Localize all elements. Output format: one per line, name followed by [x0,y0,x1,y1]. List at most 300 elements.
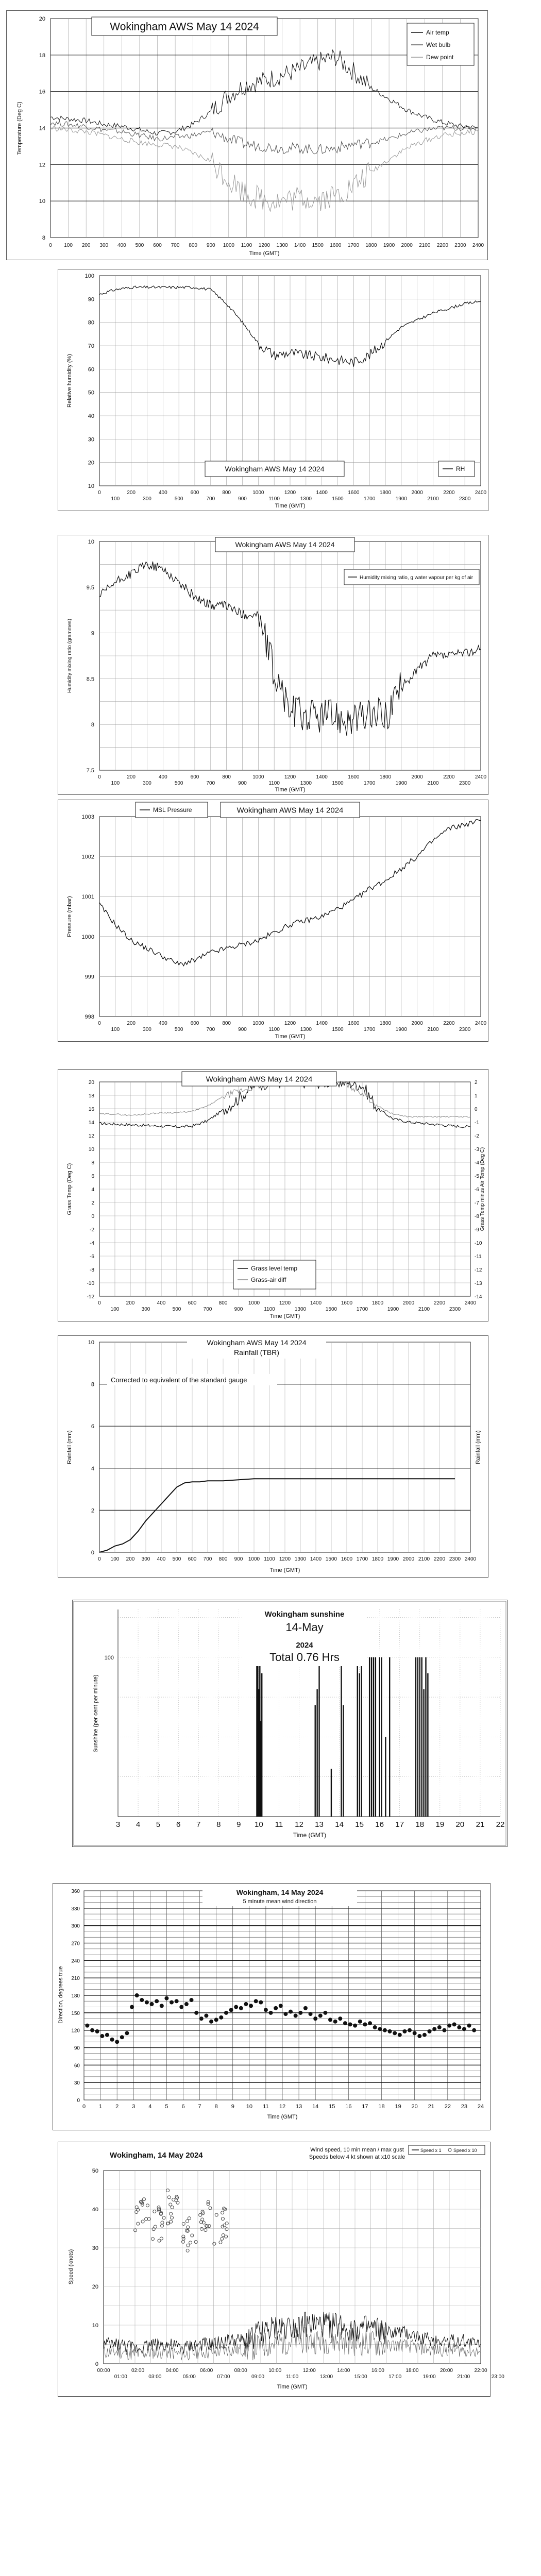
x-tick-label: 5 [156,1820,161,1829]
x-tick-label: 400 [157,1556,166,1562]
chart-subtitle: Wind speed, 10 min mean / max gust [310,2147,404,2153]
wind-direction-point [140,1998,144,2002]
wind-direction-point [229,2008,233,2012]
temperature-chart [7,11,487,260]
y-tick-label: -5 [475,1174,479,1179]
wind-direction-point [155,1999,159,2003]
x-tick-label: 600 [188,1556,197,1562]
x-tick-label: 17:00 [388,2374,402,2380]
wind-direction-point [184,2002,189,2006]
y-tick-label: 2 [475,1080,478,1086]
x-tick-label: 10 [255,1820,263,1829]
x-tick-label: 2300 [459,1027,471,1032]
y-tick-label: 1003 [81,814,94,820]
wind-direction-point [452,2022,457,2026]
wind-direction-point [358,2020,362,2024]
wind-direction-point [413,2031,417,2035]
x-tick-label: 12:00 [302,2368,316,2374]
wind-direction-point [388,2029,392,2033]
x-axis-label: Time (GMT) [275,787,306,793]
y-tick-label: 4 [91,1465,94,1472]
wind-direction-chart-panel [53,1883,491,2130]
x-tick-label: 1000 [252,490,264,496]
y-axis-label: Rainfall (mm) [66,1430,73,1464]
wind-direction-point [398,2033,402,2037]
x-tick-label: 23:00 [491,2374,504,2380]
x-tick-label: 2400 [472,243,484,248]
wind-direction-point [383,2028,387,2032]
y-tick-label: 1 [475,1093,478,1099]
mixing-ratio-chart-panel [58,535,488,795]
wind-direction-point [209,2020,213,2024]
wind-direction-point [90,2028,94,2032]
wind-direction-point [249,2004,253,2008]
speed-x10-point [204,2228,207,2231]
x-tick-label: 1600 [348,1021,360,1026]
speed-x10-point [221,2237,224,2240]
x-tick-label: 1400 [316,490,328,496]
wind-direction-point [442,2028,446,2032]
y-axis-label: Direction, degrees true [58,1966,64,2024]
x-tick-label: 09:00 [251,2374,264,2380]
wind-direction-point [279,2004,283,2008]
speed-x10-point [176,2201,179,2204]
speed-x10-point [215,2213,218,2216]
legend-label: Speed x 10 [453,2148,477,2153]
y-tick-label: -4 [90,1241,94,1246]
y-tick-label: -9 [475,1227,479,1233]
speed-x10-point [170,2212,173,2215]
y-tick-label: 50 [92,2168,98,2174]
y-axis-label: Grass Temp minus Air Temp (Deg C) [480,1147,485,1231]
y-tick-label: 16 [88,1107,94,1112]
x-axis-label: Time (GMT) [275,1033,306,1040]
x-tick-label: 1100 [241,243,252,248]
x-tick-label: 8 [216,1820,221,1829]
wind-direction-point [298,2011,302,2015]
x-tick-label: 11 [275,1820,283,1829]
x-tick-label: 03:00 [148,2374,162,2380]
speed-x10-point [151,2238,154,2241]
wind-direction-point [125,2031,129,2035]
x-tick-label: 4 [136,1820,141,1829]
speed-x10-point [221,2217,224,2221]
y-tick-label: 100 [104,1654,114,1661]
y-tick-label: 70 [88,343,94,349]
x-tick-label: 1300 [276,243,288,248]
x-tick-label: 1800 [379,490,392,496]
x-tick-label: 00:00 [97,2368,110,2374]
wind-direction-point [428,2029,432,2033]
x-tick-label: 700 [206,496,215,502]
grass-chart [58,1070,488,1321]
x-tick-label: 300 [143,1027,151,1032]
speed-x10-point [158,2239,161,2242]
y-tick-label: -3 [475,1147,479,1153]
y-tick-label: 12 [88,1133,94,1139]
wind-speed-chart-panel [58,2142,504,2397]
x-tick-label: 1000 [223,243,234,248]
wind-direction-point [363,2022,367,2026]
x-axis-label: Time (GMT) [277,2384,308,2390]
x-tick-label: 100 [111,1027,120,1032]
x-tick-label: 800 [222,1021,231,1026]
y-tick-label: 16 [39,89,45,95]
x-tick-label: 1400 [310,1556,322,1562]
x-tick-label: 1900 [383,243,395,248]
x-tick-label: 0 [98,774,101,780]
x-tick-label: 900 [234,1307,243,1312]
x-tick-label: 22 [444,2104,451,2110]
x-tick-label: 16:00 [371,2368,384,2374]
wind-direction-point [373,2025,377,2029]
x-tick-label: 1300 [294,1307,307,1312]
x-tick-label: 1400 [316,774,328,780]
x-tick-label: 1800 [379,774,392,780]
chart-annotation: Corrected to equivalent of the standard gauge [111,1376,247,1384]
x-tick-label: 1100 [268,496,280,502]
speed-x10-point [213,2242,216,2245]
x-tick-label: 1100 [268,781,280,786]
x-tick-label: 800 [218,1300,228,1306]
legend-label: Dew point [426,54,454,61]
wind-direction-point [130,2005,134,2009]
y-tick-label: 90 [88,296,94,303]
x-tick-label: 1500 [332,496,344,502]
x-tick-label: 1200 [258,243,270,248]
x-tick-label: 200 [127,1021,136,1026]
x-tick-label: 1700 [364,496,376,502]
x-tick-label: 300 [143,781,151,786]
y-tick-label: 2 [91,1507,94,1514]
x-tick-label: 1500 [312,243,324,248]
x-axis-label: Time (GMT) [249,250,280,257]
x-tick-label: 0 [49,243,52,248]
chart-subtitle-2: Speeds below 4 kt shown at x10 scale [309,2154,405,2160]
x-tick-label: 16 [345,2104,352,2110]
x-tick-label: 04:00 [165,2368,179,2374]
x-tick-label: 200 [127,490,136,496]
y-tick-label: 360 [71,1889,80,1894]
x-tick-label: 400 [157,1300,166,1306]
speed-x10-point [194,2241,197,2244]
chart-title: Wokingham AWS May 14 2024 [225,464,325,473]
speed-x10-point [167,2196,171,2199]
x-tick-label: 100 [110,1556,120,1562]
x-axis-label: Time (GMT) [269,1567,300,1573]
y-tick-label: 12 [39,162,45,168]
x-tick-label: 8 [214,2104,218,2110]
x-tick-label: 15:00 [354,2374,367,2380]
wind-direction-point [254,1999,258,2003]
x-tick-label: 100 [64,243,73,248]
x-tick-label: 1500 [332,1027,344,1032]
x-tick-label: 2200 [443,1021,455,1026]
speed-x10-point [172,2198,175,2201]
legend-label: Humidity mixing ratio, g water vapour per kg of air [360,575,474,581]
speed-x10-point [134,2229,137,2232]
x-tick-label: 2000 [411,774,423,780]
chart-subtitle: Rainfall (TBR) [234,1348,279,1357]
x-tick-label: 10 [246,2104,252,2110]
x-tick-label: 2000 [411,490,423,496]
x-tick-label: 20 [411,2104,418,2110]
x-tick-label: 2400 [464,1300,477,1306]
x-tick-label: 1800 [371,1300,384,1306]
grass-chart-panel [58,1069,488,1321]
y-tick-label: 1001 [81,894,94,901]
wind-direction-point [417,2034,421,2038]
wind-direction-point [170,2001,174,2005]
x-tick-label: 1500 [325,1307,337,1312]
x-tick-label: 18 [378,2104,385,2110]
x-tick-label: 02:00 [131,2368,145,2374]
x-tick-label: 1300 [300,1027,312,1032]
x-tick-label: 900 [238,496,247,502]
wind-direction-point [348,2022,352,2026]
wind-direction-point [179,2005,183,2009]
legend-label: Speed x 1 [420,2148,442,2153]
y-tick-label: 4 [91,1187,94,1193]
x-tick-label: 22 [496,1820,505,1829]
y-tick-label: 8 [91,1160,94,1166]
y-axis-label: Rainfall (mm) [475,1430,481,1464]
wind-direction-point [309,2012,313,2016]
speed-x10-point [154,2225,157,2228]
x-tick-label: 2100 [419,243,431,248]
y-tick-label: -14 [475,1294,482,1300]
wind-direction-point [378,2027,382,2031]
wind-direction-point [214,2018,218,2022]
x-tick-label: 1400 [294,243,306,248]
x-tick-label: 15 [355,1820,364,1829]
x-tick-label: 400 [158,490,167,496]
x-tick-label: 6 [176,1820,181,1829]
x-tick-label: 19 [435,1820,445,1829]
pressure-chart-panel [58,800,488,1042]
y-tick-label: 270 [71,1941,80,1947]
x-tick-label: 500 [174,1027,183,1032]
x-tick-label: 1200 [284,490,296,496]
wind-direction-point [353,2024,357,2028]
speed-x10-point [191,2234,194,2237]
wind-direction-point [239,2006,243,2010]
x-tick-label: 16 [375,1820,384,1829]
x-tick-label: 12 [295,1820,303,1829]
x-tick-label: 600 [153,243,162,248]
speed-x10-point [169,2203,172,2206]
x-tick-label: 1000 [252,1021,264,1026]
wind-direction-point [135,1993,139,1997]
y-tick-label: 18 [39,52,45,59]
x-tick-label: 19 [395,2104,401,2110]
x-tick-label: 900 [238,781,247,786]
x-tick-label: 2400 [464,1556,477,1562]
x-axis-label: Time (GMT) [267,2114,298,2120]
x-tick-label: 1600 [348,490,360,496]
x-tick-label: 1900 [395,496,407,502]
speed-x10-point [137,2208,140,2211]
x-tick-label: 2000 [402,1556,415,1562]
x-tick-label: 1500 [325,1556,337,1562]
x-tick-label: 200 [126,1300,135,1306]
wind-direction-point [219,2015,223,2020]
x-tick-label: 800 [222,490,231,496]
wind-direction-point [145,2001,149,2005]
y-tick-label: 18 [88,1093,94,1099]
x-tick-label: 200 [126,1556,135,1562]
speed-x10-point [221,2211,224,2214]
y-tick-label: -2 [475,1133,479,1139]
speed-x10-point [187,2226,190,2229]
x-tick-label: 300 [141,1307,150,1312]
x-tick-label: 1600 [330,243,342,248]
y-axis-label: Humidity mixing ratio (grammes) [67,619,73,693]
legend-label: Air temp [426,29,449,36]
y-tick-label: 10 [88,483,94,489]
y-tick-label: 20 [88,1080,94,1086]
x-tick-label: 1400 [310,1300,322,1306]
chart-date: 14-May [285,1621,324,1634]
speed-x10-point [166,2189,170,2192]
x-tick-label: 10:00 [268,2368,282,2374]
x-tick-label: 800 [222,774,231,780]
pressure-chart [58,800,488,1041]
x-tick-label: 1000 [248,1300,260,1306]
speed-x10-point [142,2198,145,2201]
wind-direction-point [472,2028,476,2032]
y-tick-label: 1000 [81,934,94,940]
x-tick-label: 21 [428,2104,434,2110]
x-tick-label: 9 [231,2104,234,2110]
x-tick-label: 15 [329,2104,335,2110]
x-tick-label: 700 [203,1556,212,1562]
series-line-rainfall [99,1479,455,1552]
x-tick-label: 1800 [371,1556,384,1562]
y-tick-label: -12 [475,1267,482,1273]
speed-x10-point [170,2220,173,2223]
x-tick-label: 14 [312,2104,319,2110]
wind-direction-point [294,2013,298,2018]
y-axis-label: Temperature (Deg C) [16,101,23,155]
x-tick-label: 12 [279,2104,286,2110]
legend-label: MSL Pressure [153,806,192,814]
wind-direction-point [402,2029,407,2033]
speed-x10-point [135,2211,138,2214]
x-tick-label: 400 [117,243,126,248]
legend-label: Grass level temp [251,1265,298,1272]
speed-x10-point [182,2237,185,2240]
y-tick-label: 2 [91,1200,94,1206]
legend-label: Grass-air diff [251,1276,286,1283]
x-tick-label: 1700 [356,1556,368,1562]
y-tick-label: 240 [71,1958,80,1964]
y-tick-label: 8 [91,722,94,728]
speed-x10-point [162,2216,165,2219]
y-tick-label: 90 [74,2045,80,2052]
speed-x10-point [141,2220,144,2223]
chart-title: Wokingham, 14 May 2024 [110,2151,203,2160]
x-tick-label: 2200 [433,1300,446,1306]
temperature-chart-panel [6,10,488,260]
x-tick-label: 900 [206,243,215,248]
x-tick-label: 19:00 [422,2374,436,2380]
wind-direction-point [432,2027,436,2031]
x-tick-label: 9 [236,1820,241,1829]
x-tick-label: 800 [218,1556,228,1562]
rainfall-chart-panel [58,1335,488,1578]
x-tick-label: 07:00 [217,2374,230,2380]
wind-direction-point [313,2016,317,2021]
x-tick-label: 0 [82,2104,86,2110]
x-tick-label: 1300 [300,496,312,502]
x-tick-label: 1200 [284,774,296,780]
y-axis-label: Sunshine (per cent per minute) [93,1674,99,1753]
x-tick-label: 100 [111,496,120,502]
x-tick-label: 20 [455,1820,465,1829]
wind-direction-point [120,2035,124,2039]
x-tick-label: 400 [158,774,167,780]
y-tick-label: -10 [87,1281,94,1286]
wind-direction-point [95,2029,99,2033]
x-tick-label: 05:00 [182,2374,196,2380]
x-tick-label: 1900 [387,1307,399,1312]
x-tick-label: 0 [98,1300,101,1306]
y-tick-label: 10 [88,1340,94,1346]
chart-title: Wokingham sunshine [264,1610,345,1619]
x-tick-label: 11 [263,2104,269,2110]
wind-direction-point [303,2006,308,2010]
y-tick-label: 14 [39,125,45,132]
x-tick-label: 0 [98,490,101,496]
wind-direction-point [199,2016,204,2021]
y-tick-label: 0 [91,1214,94,1219]
speed-x10-point [208,2225,211,2228]
y-tick-label: 330 [71,1906,80,1912]
speed-x10-point [225,2235,228,2238]
x-tick-label: 7 [198,2104,201,2110]
wind-direction-point [408,2028,412,2032]
y-tick-label: 1002 [81,854,94,860]
x-tick-label: 14:00 [337,2368,350,2374]
x-tick-label: 2 [115,2104,119,2110]
chart-title: Wokingham AWS May 14 2024 [206,1075,313,1084]
x-tick-label: 1900 [395,781,407,786]
wind-direction-point [318,2013,323,2018]
x-tick-label: 2100 [427,781,439,786]
x-tick-label: 500 [174,496,183,502]
x-tick-label: 11:00 [285,2374,299,2380]
x-tick-label: 900 [234,1556,243,1562]
wind-direction-point [194,2011,198,2015]
wind-direction-point [259,2001,263,2005]
x-tick-label: 1800 [379,1021,392,1026]
x-tick-label: 1300 [300,781,312,786]
y-tick-label: 100 [84,273,94,279]
wind-direction-point [100,2034,104,2038]
x-tick-label: 2400 [475,1021,487,1026]
wind-direction-point [150,2002,154,2006]
y-tick-label: 120 [71,2028,80,2034]
chart-title: Wokingham AWS May 14 2024 [110,21,259,33]
x-tick-label: 5 [165,2104,168,2110]
x-tick-label: 2300 [454,243,466,248]
x-tick-label: 500 [174,781,183,786]
y-tick-label: -12 [87,1294,94,1300]
y-tick-label: 30 [88,436,94,443]
wind-direction-point [105,2033,109,2037]
x-tick-label: 2300 [459,781,471,786]
